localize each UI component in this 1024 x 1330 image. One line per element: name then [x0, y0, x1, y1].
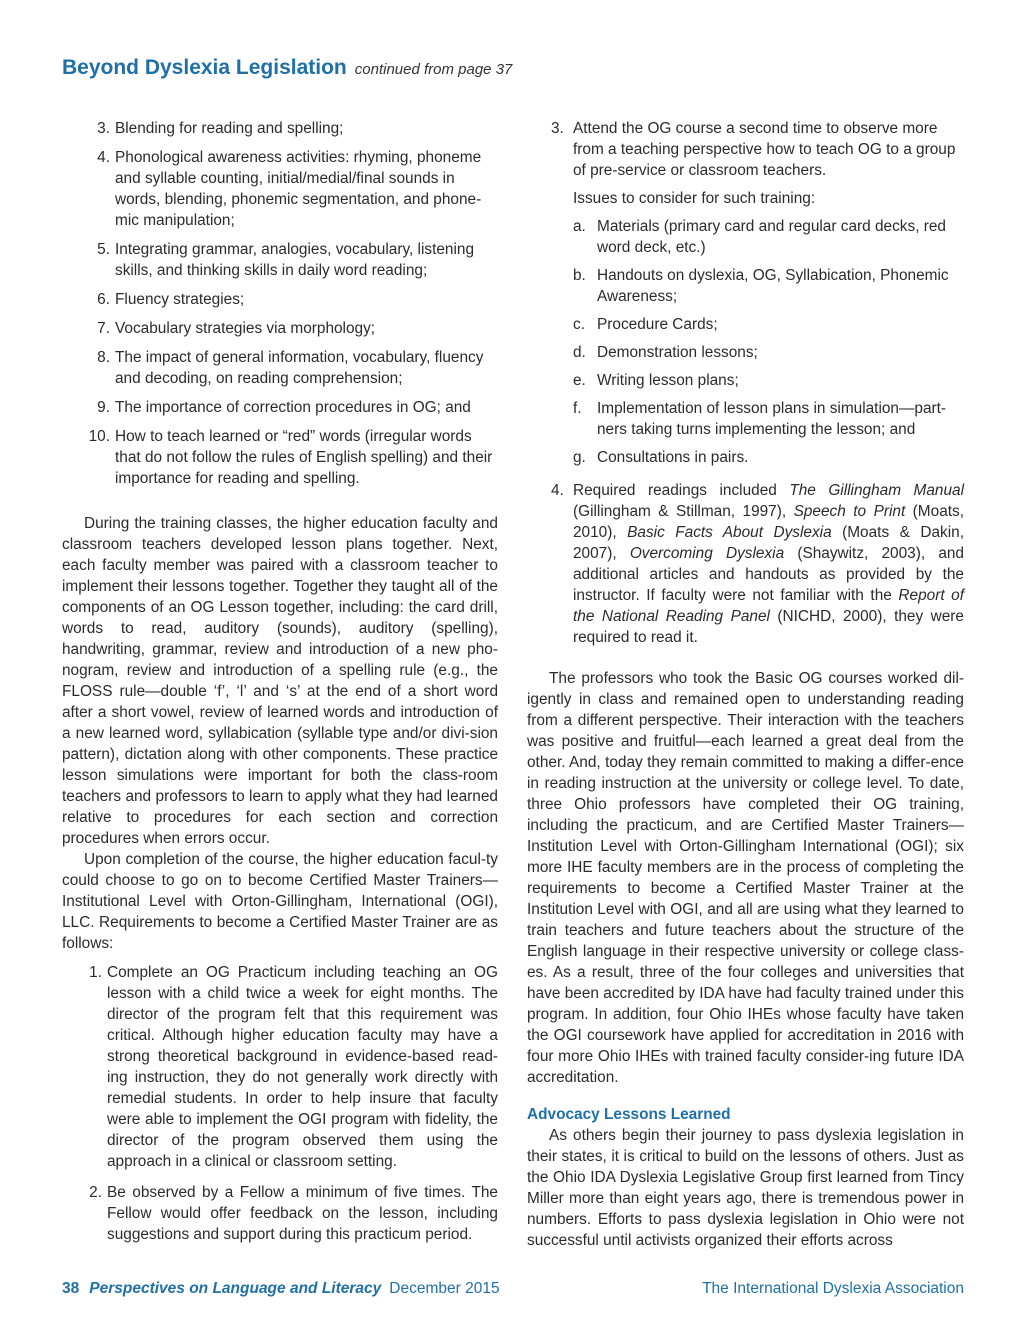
article-header [62, 56, 964, 80]
book-title: Basic Facts About Dyslexia [627, 524, 832, 541]
list-item: b. Handouts on dyslexia, OG, Syllabication, Phonemic Awareness; [573, 267, 949, 305]
list-item: a. Materials (primary card and regular card decks, red word deck, etc.) [573, 218, 946, 256]
list-item: 6. Fluency strategies; [97, 291, 245, 308]
book-title: Speech to Print [793, 503, 906, 520]
list-item: d. Demonstration lessons; [573, 344, 758, 361]
body-paragraph: As others begin their journey to pass dyslexia legislation in their states, it is critical to build on the lessons of others. Just as the Ohio IDA Dyslexia Legislative Group first learned from Tincy Miller more than eight years ago, there is tremendous power in numbers. Efforts to pass dyslexia legislation in Ohio were not successful until activists organized their efforts across [527, 1127, 964, 1249]
list-item: f. Implementation of lesson plans in simulation—part-ners taking turns implementing the lesson; and [573, 400, 947, 438]
report-title: Report of the National Reading Panel [573, 587, 965, 625]
list-item: 4. Phonological awareness activities: rhyming, phoneme and syllable counting, initial/medial/final sounds in words, blending, phonemic segmentation, and phone-mic manipulation; [97, 149, 482, 229]
section-heading: Advocacy Lessons Learned [527, 1106, 731, 1123]
list-item: e. Writing lesson plans; [573, 372, 739, 389]
issue-date: December 2015 [389, 1280, 500, 1297]
list-item: g. Consultations in pairs. [573, 449, 749, 466]
training-topics-list [62, 118, 498, 489]
body-paragraph: During the training classes, the higher education faculty and classroom teachers developed lesson plans together. Next, each faculty member was paired with a classroom teacher to implement their lessons together. Together they taught all of the components of an OG Lesson together, including: the card drill, words to read, auditory (sounds), auditory (spelling), handwriting, grammar, review and introduction of a new pho-nogram, review and introduction of a spelling rule (e.g., the FLOSS rule—double ‘f’, ‘l’ and ‘s’ at the end of a short word after a short vowel, review of learned words and introduction of a new learned word, syllabication (syllable type and/or divi-sion pattern), dictation along with other components. These practice lesson simulations were important for both the class-room teachers and professors to learn to apply what they had learned relative to procedures for each section and correction procedures when errors occur. [62, 515, 498, 847]
list-item: 7. Vocabulary strategies via morphology; [97, 320, 376, 337]
right-column [527, 118, 964, 1251]
continued-note: continued from page 37 [354, 61, 513, 78]
book-title: Overcoming Dyslexia [629, 545, 785, 562]
body-paragraph: The professors who took the Basic OG courses worked dil-igently in class and remained open to understanding reading from a different perspective. Their interaction with the teachers was positive and fruitful—each learned a great deal from the other. And, today they remain committed to making a differ-ence in reading instruction at the university or college level. To date, three Ohio professors have completed their OG training, including the practicum, and are Certified Master Trainers—Institution Level with Orton-Gillingham International (OGI); six more IHE faculty members are in the process of completing the requirements to become a Certified Master Trainer at the Institution Level with OGI, and all are using what they learned to train teachers and future teachers about the structure of the English language in their respective university or college class-es. As a result, three of the four colleges and universities that have been accredited by IDA have had faculty trained under this program. In addition, four Ohio IHEs whose faculty have taken the OGI coursework have applied for accreditation in 2016 with four more Ohio IHEs with trained faculty consider-ing future IDA accreditation. [527, 670, 964, 1086]
list-item: 1. Complete an OG Practicum including teaching an OG lesson with a child twice a week for eight months. The director of the program felt that this requirement was critical. Although higher education faculty may have a strong theoretical background in evidence-based read-ing instruction, they do not generally work directly with remedial students. In order to help insure that faculty were able to implement the OGI program with fidelity, the director of the program observed them using the approach in a clinical or classroom setting. [89, 964, 498, 1170]
magazine-title: Perspectives on Language and Literacy [89, 1280, 382, 1297]
left-column [62, 118, 498, 1255]
article-title: Beyond Dyslexia Legislation [62, 56, 347, 79]
list-item: 5. Integrating grammar, analogies, vocabulary, listening skills, and thinking skills in daily word reading; [97, 241, 475, 279]
list-item: 3. Blending for reading and spelling; [97, 120, 344, 137]
page-number: 38 [62, 1280, 80, 1297]
list-item: 9. The importance of correction procedures in OG; and [97, 399, 471, 416]
list-item: 3. Attend the OG course a second time to observe more from a teaching perspective how to teach OG to a group of pre-service or classroom teachers. Issues to consider for such training: a. Materials (primary card and regular card decks, red word deck, etc.) b. Handouts on dyslexia, OG, Syllabication, Phonemic Awareness; c. Procedure Cards; d. Demonstration lessons; e. Writing lesson plans; f. Implementation of lesson plans in simulation—part-ners taking turns implementing the lesson; and g. Consultations in pairs. [527, 118, 964, 468]
organization-name: The International Dyslexia Association [702, 1280, 964, 1297]
requirements-list [62, 962, 498, 1245]
list-item: 8. The impact of general information, vocabulary, fluency and decoding, on reading comprehension; [97, 349, 484, 387]
requirements-list-continued [527, 118, 964, 648]
issues-list [573, 216, 964, 468]
list-item: 10. How to teach learned or “red” words (irregular words that do not follow the rules of English spelling) and their importance for reading and spelling. [88, 428, 493, 487]
required-readings: Required readings included The Gillingham Manual (Gillingham & Stillman, 1997), Speech to Print (Moats, 2010), Basic Facts About Dyslexia (Moats & Dakin, 2007), Overcoming Dyslexia (Shaywitz, 2003), and additional articles and handouts as provided by the instructor. If faculty were not familiar with the Report of the National Reading Panel (NICHD, 2000), they were required to read it. [573, 482, 965, 646]
list-item: c. Procedure Cards; [573, 316, 718, 333]
issues-label: Issues to consider for such training: [573, 190, 816, 207]
body-paragraph: Upon completion of the course, the higher education facul-ty could choose to go on to become Certified Master Trainers—Institutional Level with Orton-Gillingham, International (OGI), LLC. Requirements to become a Certified Master Trainer are as follows: [62, 851, 498, 952]
list-item: 4. Required readings included The Gillingham Manual (Gillingham & Stillman, 1997), Speech to Print (Moats, 2010), Basic Facts About Dyslexia (Moats & Dakin, 2007), Overcoming Dyslexia (Shaywitz, 2003), and additional articles and handouts as provided by the instructor. If faculty were not familiar with the Report of the National Reading Panel (NICHD, 2000), they were required to read it. [551, 482, 965, 646]
list-item: 2. Be observed by a Fellow a minimum of five times. The Fellow would offer feedback on the lesson, including suggestions and support during this practicum period. [89, 1184, 498, 1243]
page-footer [62, 1280, 964, 1298]
book-title: The Gillingham Manual [789, 482, 965, 499]
